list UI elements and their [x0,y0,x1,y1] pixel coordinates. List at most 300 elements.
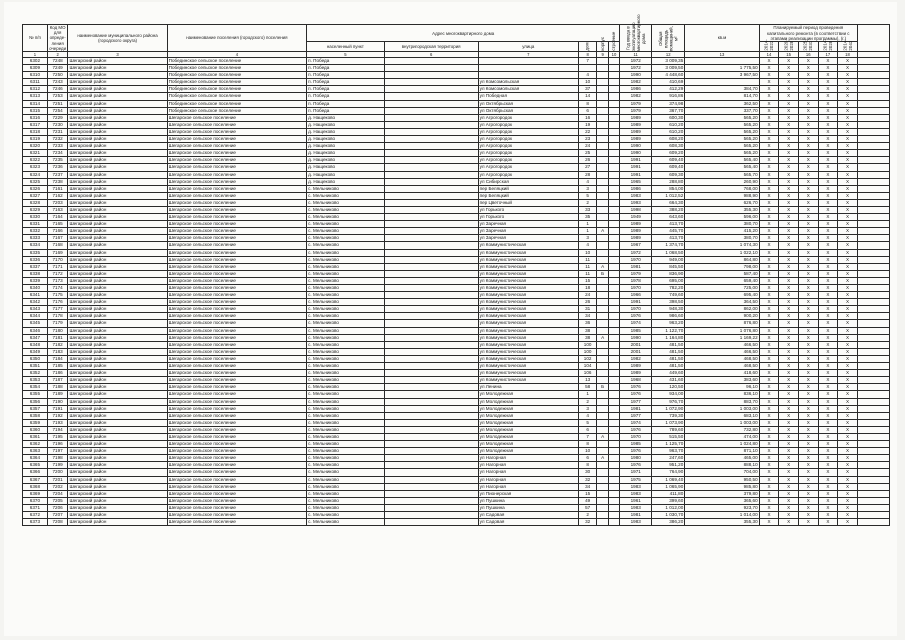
cell-structure [608,355,619,362]
cell-settlement: Шегарское сельское поселение [167,249,306,256]
cell-total-area: 749,60 [652,292,685,299]
cell-house: 2 [578,512,597,519]
cell-extra [857,348,889,355]
cell-building [597,412,608,419]
cell-structure [608,199,619,206]
cell-district: Шегарский район [68,100,167,107]
cell-period-4: X [818,377,838,384]
header-street: улица [478,42,578,52]
cell-locality: с. Мельниково [307,242,384,249]
cell-structure [608,270,619,277]
cell-street: ул Коммунистическая [478,355,578,362]
cell-district: Шегарский район [68,334,167,341]
cell-district: Шегарский район [68,72,167,79]
cell-mo-code: 7197 [47,448,68,455]
cell-period-2: X [779,292,799,299]
cell-period-2: X [779,221,799,228]
cell-row-num: 6362 [23,441,48,448]
cell-settlement: Шегарское сельское поселение [167,398,306,405]
cell-street: ул Агрогородок [478,128,578,135]
cell-building [597,299,608,306]
cell-district: Шегарский район [68,171,167,178]
cell-house: 36 [578,320,597,327]
cell-period-5: X [838,192,858,199]
cell-year: 1968 [620,377,652,384]
cell-period-4: X [818,199,838,206]
cell-settlement: Шегарское сельское поселение [167,448,306,455]
cell-district: Шегарский район [68,348,167,355]
header-area: Общая площадь помещений, м² [652,25,685,52]
cell-house: 6 [578,107,597,114]
cell-extra [857,341,889,348]
cell-locality: д. Нащеково [307,150,384,157]
cell-year: 1989 [620,221,652,228]
cell-living-area: 683,10 [685,412,759,419]
cell-extra [857,256,889,263]
cell-locality: п. Победа [307,107,384,114]
cell-period-3: X [798,448,818,455]
cell-total-area: 949,00 [652,256,685,263]
table-row [23,299,890,306]
cell-structure [608,426,619,433]
cell-row-num: 6337 [23,263,48,270]
cell-period-5: X [838,306,858,313]
cell-house: 5 [578,192,597,199]
cell-structure [608,348,619,355]
cell-living-area: 876,80 [685,320,759,327]
cell-district: Шегарский район [68,157,167,164]
cell-living-area: 565,20 [685,114,759,121]
cell-period-1: X [759,405,779,412]
cell-settlement: Шегарское сельское поселение [167,214,306,221]
cell-mo-code: 7198 [47,455,68,462]
cell-year: 1979 [620,100,652,107]
cell-total-area: 398,50 [652,299,685,306]
cell-settlement: Шегарское сельское поселение [167,285,306,292]
cell-period-5: X [838,448,858,455]
cell-house: 33 [578,206,597,213]
cell-street [478,65,578,72]
cell-period-4: X [818,348,838,355]
cell-living-area: 1 003,00 [685,419,759,426]
cell-year: 1975 [620,476,652,483]
cell-building [597,121,608,128]
cell-period-4: X [818,483,838,490]
cell-building: А [597,263,608,270]
cell-row-num: 6311 [23,79,48,86]
cell-structure [608,327,619,334]
cell-row-num: 6319 [23,136,48,143]
cell-locality: с. Мельниково [307,263,384,270]
table-row [23,121,890,128]
cell-living-area: 888,10 [685,462,759,469]
cell-period-5: X [838,277,858,284]
cell-year: 1976 [620,448,652,455]
cell-period-1: X [759,512,779,519]
cell-street: ул Молодежная [478,441,578,448]
cell-period-1: X [759,86,779,93]
cell-street: ул Коммунистическая [478,306,578,313]
header-structure: строение [608,42,619,52]
cell-mo-code: 7195 [47,433,68,440]
cell-territory [384,327,478,334]
cell-locality: п. Победа [307,72,384,79]
cell-territory [384,277,478,284]
cell-period-3: X [798,121,818,128]
cell-mo-code: 7238 [47,178,68,185]
cell-territory [384,490,478,497]
cell-period-2: X [779,348,799,355]
cell-street: ул Коммунистическая [478,299,578,306]
cell-period-4: X [818,341,838,348]
cell-territory [384,58,478,65]
cell-extra [857,476,889,483]
cell-period-3: X [798,469,818,476]
cell-row-num: 6369 [23,490,48,497]
cell-living-area: 1 076,80 [685,327,759,334]
cell-period-2: X [779,341,799,348]
cell-settlement: Шегарское сельское поселение [167,313,306,320]
cell-period-3: X [798,285,818,292]
cell-period-4: X [818,143,838,150]
cell-total-area: 609,20 [652,150,685,157]
cell-year: 1989 [620,363,652,370]
cell-period-5: X [838,462,858,469]
table-row [23,58,890,65]
cell-locality: с. Мельниково [307,228,384,235]
cell-settlement: Шегарское сельское поселение [167,327,306,334]
cell-street: ул Пушкина [478,497,578,504]
cell-extra [857,128,889,135]
cell-settlement: Шегарское сельское поселение [167,228,306,235]
cell-period-4: X [818,136,838,143]
cell-total-area: 4 448,60 [652,72,685,79]
cell-total-area: 608,20 [652,136,685,143]
cell-period-2: X [779,242,799,249]
cell-period-1: X [759,426,779,433]
header-district: наименование муниципального района (городского округа) [68,25,167,52]
cell-street: пер Беляцкий [478,192,578,199]
cell-period-3: X [798,476,818,483]
cell-period-5: X [838,355,858,362]
cell-living-area: 704,00 [685,469,759,476]
table-row [23,79,890,86]
cell-extra [857,512,889,519]
cell-territory [384,270,478,277]
cell-house: 8 [578,441,597,448]
table-row [23,355,890,362]
cell-district: Шегарский район [68,65,167,72]
cell-mo-code: 7203 [47,199,68,206]
cell-extra [857,462,889,469]
cell-house: 3 [578,235,597,242]
cell-locality: с. Мельниково [307,455,384,462]
cell-year: 1983 [620,483,652,490]
cell-building [597,192,608,199]
table-row [23,412,890,419]
cell-structure [608,512,619,519]
cell-territory [384,185,478,192]
table-row [23,448,890,455]
cell-district: Шегарский район [68,512,167,519]
column-number: 3 [68,52,167,58]
cell-settlement: Шегарское сельское поселение [167,320,306,327]
cell-period-4: X [818,405,838,412]
cell-year: 1990 [620,72,652,79]
cell-mo-code: 7161 [47,185,68,192]
cell-total-area: 288,80 [652,178,685,185]
cell-period-1: X [759,178,779,185]
table-row [23,178,890,185]
cell-total-area: 399,60 [652,497,685,504]
cell-locality: с. Мельниково [307,285,384,292]
cell-period-1: X [759,107,779,114]
cell-settlement: Шегарское сельское поселение [167,206,306,213]
cell-street: ул Сибирская [478,178,578,185]
cell-period-2: X [779,121,799,128]
cell-living-area [685,79,759,86]
cell-street: ул Заречная [478,235,578,242]
cell-period-3: X [798,221,818,228]
cell-row-num: 6302 [23,58,48,65]
table-row [23,419,890,426]
column-number: 6 [384,52,478,58]
cell-period-2: X [779,58,799,65]
cell-territory [384,221,478,228]
cell-territory [384,121,478,128]
cell-settlement: Шегарское сельское поселение [167,433,306,440]
cell-settlement: Шегарское сельское поселение [167,235,306,242]
cell-mo-code: 7201 [47,476,68,483]
cell-structure [608,242,619,249]
cell-extra [857,497,889,504]
table-row [23,185,890,192]
cell-period-4: X [818,504,838,511]
cell-mo-code: 7196 [47,441,68,448]
cell-territory [384,377,478,384]
cell-structure [608,441,619,448]
cell-settlement: Шегарское сельское поселение [167,256,306,263]
cell-living-area: 732,80 [685,426,759,433]
cell-period-2: X [779,214,799,221]
cell-mo-code: 7229 [47,114,68,121]
cell-period-5: X [838,497,858,504]
cell-period-2: X [779,412,799,419]
table-row [23,157,890,164]
cell-building [597,206,608,213]
cell-structure [608,490,619,497]
cell-period-1: X [759,476,779,483]
cell-living-area: 1 003,00 [685,405,759,412]
cell-total-area: 1 125,70 [652,441,685,448]
cell-district: Шегарский район [68,199,167,206]
cell-locality: д. Нащеково [307,157,384,164]
cell-mo-code: 7191 [47,405,68,412]
cell-structure [608,185,619,192]
cell-period-5: X [838,185,858,192]
cell-living-area: 883,70 [685,398,759,405]
cell-period-3: X [798,391,818,398]
cell-row-num: 6336 [23,256,48,263]
cell-building [597,483,608,490]
cell-period-5: X [838,256,858,263]
table-row [23,107,890,114]
cell-living-area: 364,50 [685,299,759,306]
cell-house: 102 [578,355,597,362]
cell-structure [608,313,619,320]
cell-year: 1970 [620,306,652,313]
cell-locality: п. Победа [307,79,384,86]
cell-year: 1982 [620,79,652,86]
cell-territory [384,249,478,256]
cell-period-3: X [798,72,818,79]
cell-locality: с. Мельниково [307,441,384,448]
cell-house: 32 [578,476,597,483]
cell-period-5: X [838,299,858,306]
cell-structure [608,107,619,114]
cell-period-2: X [779,114,799,121]
cell-period-5: X [838,519,858,526]
cell-territory [384,150,478,157]
cell-locality: д. Нащеково [307,128,384,135]
cell-mo-code: 7189 [47,391,68,398]
cell-building [597,462,608,469]
cell-period-3: X [798,292,818,299]
cell-settlement: Шегарское сельское поселение [167,455,306,462]
cell-period-2: X [779,391,799,398]
cell-mo-code: 7174 [47,285,68,292]
table-row [23,256,890,263]
cell-extra [857,221,889,228]
cell-mo-code: 7235 [47,157,68,164]
cell-street: ул Коммунистическая [478,377,578,384]
cell-row-num: 6315 [23,107,48,114]
cell-total-area: 600,30 [652,114,685,121]
cell-row-num: 6371 [23,504,48,511]
cell-year: 1989 [620,370,652,377]
cell-period-3: X [798,249,818,256]
cell-period-1: X [759,206,779,213]
cell-period-2: X [779,433,799,440]
cell-total-area: 739,30 [652,412,685,419]
cell-period-5: X [838,65,858,72]
cell-district: Шегарский район [68,483,167,490]
cell-period-5: X [838,426,858,433]
cell-year: 1976 [620,462,652,469]
cell-territory [384,306,478,313]
cell-period-2: X [779,398,799,405]
cell-period-2: X [779,519,799,526]
cell-period-5: X [838,228,858,235]
cell-mo-code: 7172 [47,270,68,277]
cell-territory [384,157,478,164]
cell-settlement: Шегарское сельское поселение [167,263,306,270]
cell-street: ул Коммунистическая [478,370,578,377]
cell-street: ул Нагорная [478,476,578,483]
cell-extra [857,448,889,455]
cell-period-5: X [838,377,858,384]
cell-year: 1971 [620,469,652,476]
table-row [23,504,890,511]
column-number: 2 [47,52,68,58]
cell-street: ул Коммунистическая [478,292,578,299]
cell-period-5: X [838,114,858,121]
cell-structure [608,285,619,292]
cell-period-5: X [838,455,858,462]
cell-house [578,65,597,72]
cell-mo-code: 7166 [47,228,68,235]
cell-locality: д. Нащеково [307,136,384,143]
cell-total-area: 481,50 [652,355,685,362]
cell-house: 4 [578,412,597,419]
cell-period-5: X [838,384,858,391]
cell-building [597,185,608,192]
cell-row-num: 6318 [23,128,48,135]
cell-period-5: X [838,100,858,107]
cell-street: ул Нагорная [478,462,578,469]
cell-building [597,285,608,292]
cell-period-5: X [838,476,858,483]
cell-structure [608,391,619,398]
header-house: дом [578,42,597,52]
cell-living-area: 988,90 [685,192,759,199]
cell-house: 57 [578,504,597,511]
cell-mo-code: 7187 [47,377,68,384]
cell-period-3: X [798,171,818,178]
table-row [23,469,890,476]
cell-territory [384,341,478,348]
cell-period-1: X [759,128,779,135]
cell-period-4: X [818,65,838,72]
cell-period-3: X [798,150,818,157]
cell-row-num: 6332 [23,228,48,235]
cell-building [597,128,608,135]
cell-period-2: X [779,512,799,519]
cell-locality: д. Нащеково [307,114,384,121]
cell-period-1: X [759,143,779,150]
cell-period-1: X [759,455,779,462]
cell-period-2: X [779,206,799,213]
cell-settlement: Шегарское сельское поселение [167,150,306,157]
cell-period-2: X [779,490,799,497]
cell-structure [608,136,619,143]
cell-period-4: X [818,497,838,504]
cell-locality: п. Победа [307,93,384,100]
cell-extra [857,72,889,79]
cell-locality: с. Мельниково [307,214,384,221]
cell-period-5: X [838,348,858,355]
cell-district: Шегарский район [68,256,167,263]
cell-building [597,348,608,355]
cell-period-4: X [818,419,838,426]
cell-row-num: 6339 [23,277,48,284]
cell-building [597,398,608,405]
cell-street: ул Агрогородок [478,136,578,143]
cell-house: 10 [578,249,597,256]
cell-settlement: Побединское сельское поселение [167,58,306,65]
cell-house: 106 [578,370,597,377]
cell-building [597,143,608,150]
cell-total-area: 515,50 [652,433,685,440]
cell-building [597,370,608,377]
cell-total-area: 413,70 [652,221,685,228]
cell-row-num: 6354 [23,384,48,391]
cell-settlement: Шегарское сельское поселение [167,504,306,511]
cell-locality: с. Мельниково [307,370,384,377]
cell-house: 3 [578,405,597,412]
cell-settlement: Побединское сельское поселение [167,65,306,72]
cell-period-1: X [759,306,779,313]
